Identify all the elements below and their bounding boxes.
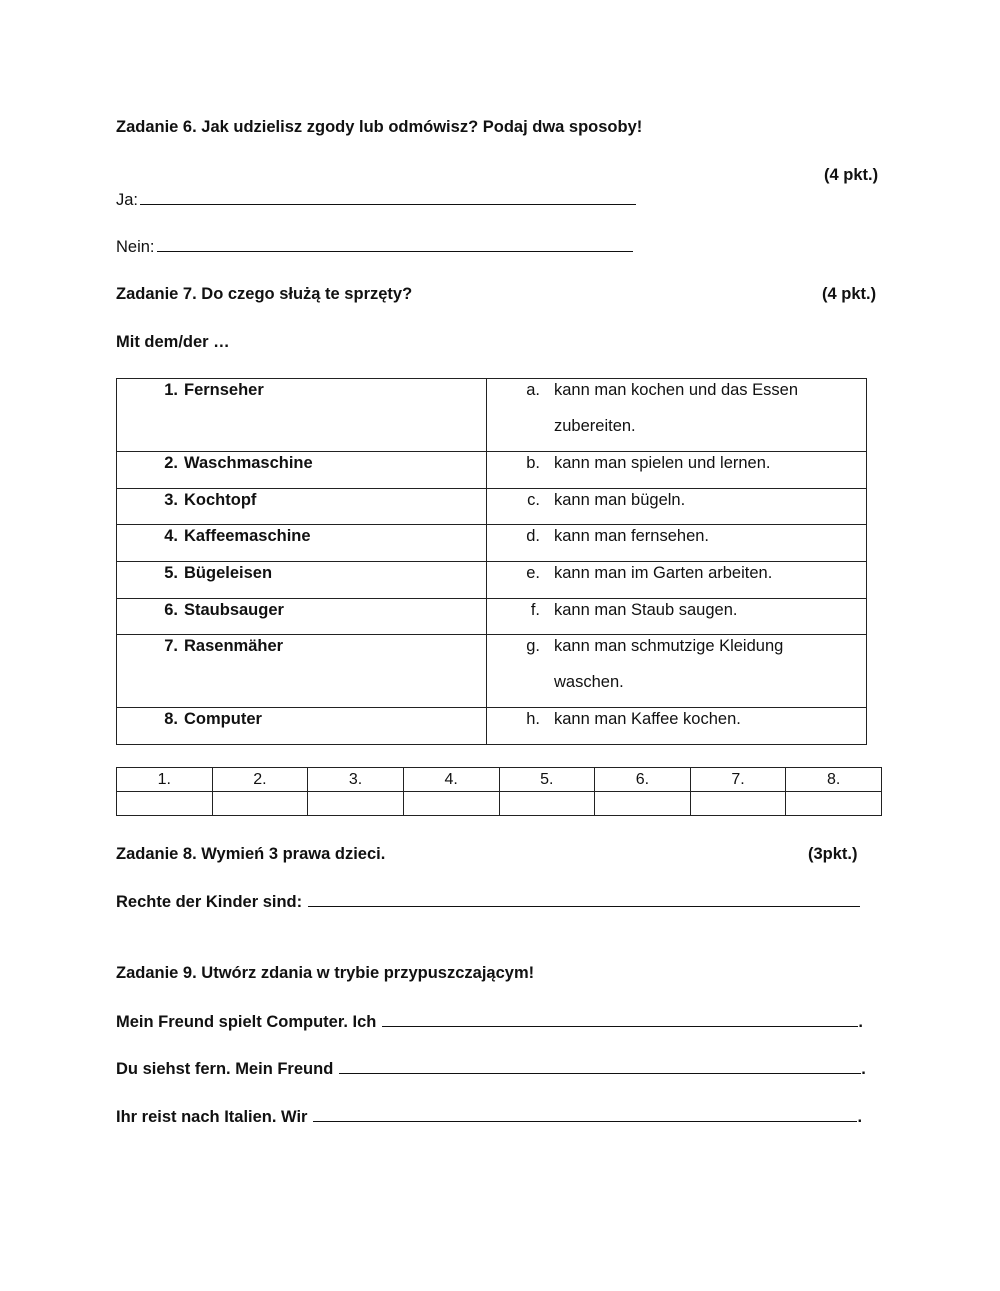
answer-header: 2. <box>212 768 308 792</box>
definition-letter: b. <box>526 454 540 472</box>
item-number: 1. <box>164 381 178 399</box>
definition-cell <box>487 708 867 745</box>
answer-header: 3. <box>308 768 404 792</box>
item-number: 4. <box>164 527 178 545</box>
sentence-answer-line[interactable] <box>339 1059 861 1074</box>
sentence-answer-line[interactable] <box>313 1107 857 1122</box>
answer-header: 1. <box>117 768 213 792</box>
answer-cell[interactable] <box>786 792 882 816</box>
answer-header: 5. <box>499 768 595 792</box>
answer-grid <box>116 767 882 816</box>
item-cell <box>117 599 487 635</box>
answer-cell[interactable] <box>595 792 691 816</box>
answer-input-row <box>117 792 882 816</box>
task6-ja-row <box>116 190 636 210</box>
nein-label: Nein: <box>116 238 155 256</box>
sentence-prompt: Du siehst fern. Mein Freund <box>116 1060 334 1078</box>
answer-cell[interactable] <box>212 792 308 816</box>
rights-answer-line[interactable] <box>308 892 860 907</box>
matching-table <box>116 378 867 745</box>
rights-prompt: Rechte der Kinder sind: <box>116 893 303 911</box>
sentence-row <box>116 1059 866 1079</box>
definition-letter: g. <box>526 637 540 655</box>
item-number: 7. <box>164 637 178 655</box>
answer-cell[interactable] <box>308 792 404 816</box>
task7-points: (4 pkt.) <box>822 285 877 303</box>
definition-text: kann man Kaffee kochen. <box>554 710 741 728</box>
task7-title: Zadanie 7. Do czego służą te sprzęty? <box>116 285 413 303</box>
sentence-row <box>116 1012 863 1032</box>
answer-cell[interactable] <box>117 792 213 816</box>
definition-text: kann man fernsehen. <box>554 527 710 545</box>
task6-nein-row <box>116 237 633 257</box>
nein-answer-line[interactable] <box>157 237 633 252</box>
task6-points: (4 pkt.) <box>824 166 879 184</box>
definition-letter: c. <box>527 491 540 509</box>
item-cell <box>117 708 487 745</box>
item-cell <box>117 379 487 452</box>
item-cell <box>117 525 487 562</box>
item-word: Kaffeemaschine <box>184 527 311 545</box>
answer-header-row <box>117 768 882 792</box>
item-word: Waschmaschine <box>184 454 313 472</box>
task9-title: Zadanie 9. Utwórz zdania w trybie przypuszczającym! <box>116 964 535 982</box>
task7-intro: Mit dem/der … <box>116 333 230 351</box>
answer-header: 8. <box>786 768 882 792</box>
answer-header: 6. <box>595 768 691 792</box>
item-cell <box>117 562 487 599</box>
answer-header: 7. <box>690 768 786 792</box>
definition-text: kann man kochen und das Essen zubereiten. <box>554 381 798 435</box>
sentence-end: . <box>857 1108 863 1126</box>
sentence-end: . <box>858 1013 863 1031</box>
item-word: Rasenmäher <box>184 637 284 655</box>
definition-letter: f. <box>530 601 540 619</box>
answer-cell[interactable] <box>690 792 786 816</box>
definition-text: kann man schmutzige Kleidung waschen. <box>554 637 784 691</box>
item-cell <box>117 452 487 489</box>
sentence-row <box>116 1107 862 1127</box>
item-word: Computer <box>184 710 262 728</box>
item-word: Fernseher <box>184 381 264 399</box>
definition-text: kann man bügeln. <box>554 491 686 509</box>
item-word: Bügeleisen <box>184 564 273 582</box>
table-row <box>117 635 867 708</box>
task8-title: Zadanie 8. Wymień 3 prawa dzieci. <box>116 845 386 863</box>
task8-points: (3pkt.) <box>808 845 858 863</box>
definition-letter: h. <box>526 710 540 728</box>
sentence-prompt: Mein Freund spielt Computer. Ich <box>116 1013 377 1031</box>
definition-letter: a. <box>526 381 540 399</box>
ja-answer-line[interactable] <box>140 190 636 205</box>
definition-cell <box>487 635 867 708</box>
definition-letter: e. <box>526 564 540 582</box>
table-row <box>117 708 867 745</box>
item-number: 8. <box>164 710 178 728</box>
item-word: Kochtopf <box>184 491 257 509</box>
item-word: Staubsauger <box>184 601 284 619</box>
sentence-prompt: Ihr reist nach Italien. Wir <box>116 1108 308 1126</box>
table-row <box>117 379 867 452</box>
answer-header: 4. <box>403 768 499 792</box>
item-cell <box>117 635 487 708</box>
definition-cell <box>487 379 867 452</box>
item-number: 5. <box>164 564 178 582</box>
answer-cell[interactable] <box>499 792 595 816</box>
item-number: 6. <box>164 601 178 619</box>
sentence-end: . <box>861 1060 866 1078</box>
definition-text: kann man spielen und lernen. <box>554 454 771 472</box>
task8-prompt-row <box>116 892 860 912</box>
task6-title: Zadanie 6. Jak udzielisz zgody lub odmówisz? Podaj dwa sposoby! <box>116 118 643 136</box>
sentence-answer-line[interactable] <box>382 1012 858 1027</box>
definition-text: kann man Staub saugen. <box>554 601 738 619</box>
definition-letter: d. <box>526 527 540 545</box>
answer-cell[interactable] <box>403 792 499 816</box>
ja-label: Ja: <box>116 191 139 209</box>
definition-text: kann man im Garten arbeiten. <box>554 564 773 582</box>
item-number: 2. <box>164 454 178 472</box>
item-number: 3. <box>164 491 178 509</box>
item-cell <box>117 489 487 525</box>
